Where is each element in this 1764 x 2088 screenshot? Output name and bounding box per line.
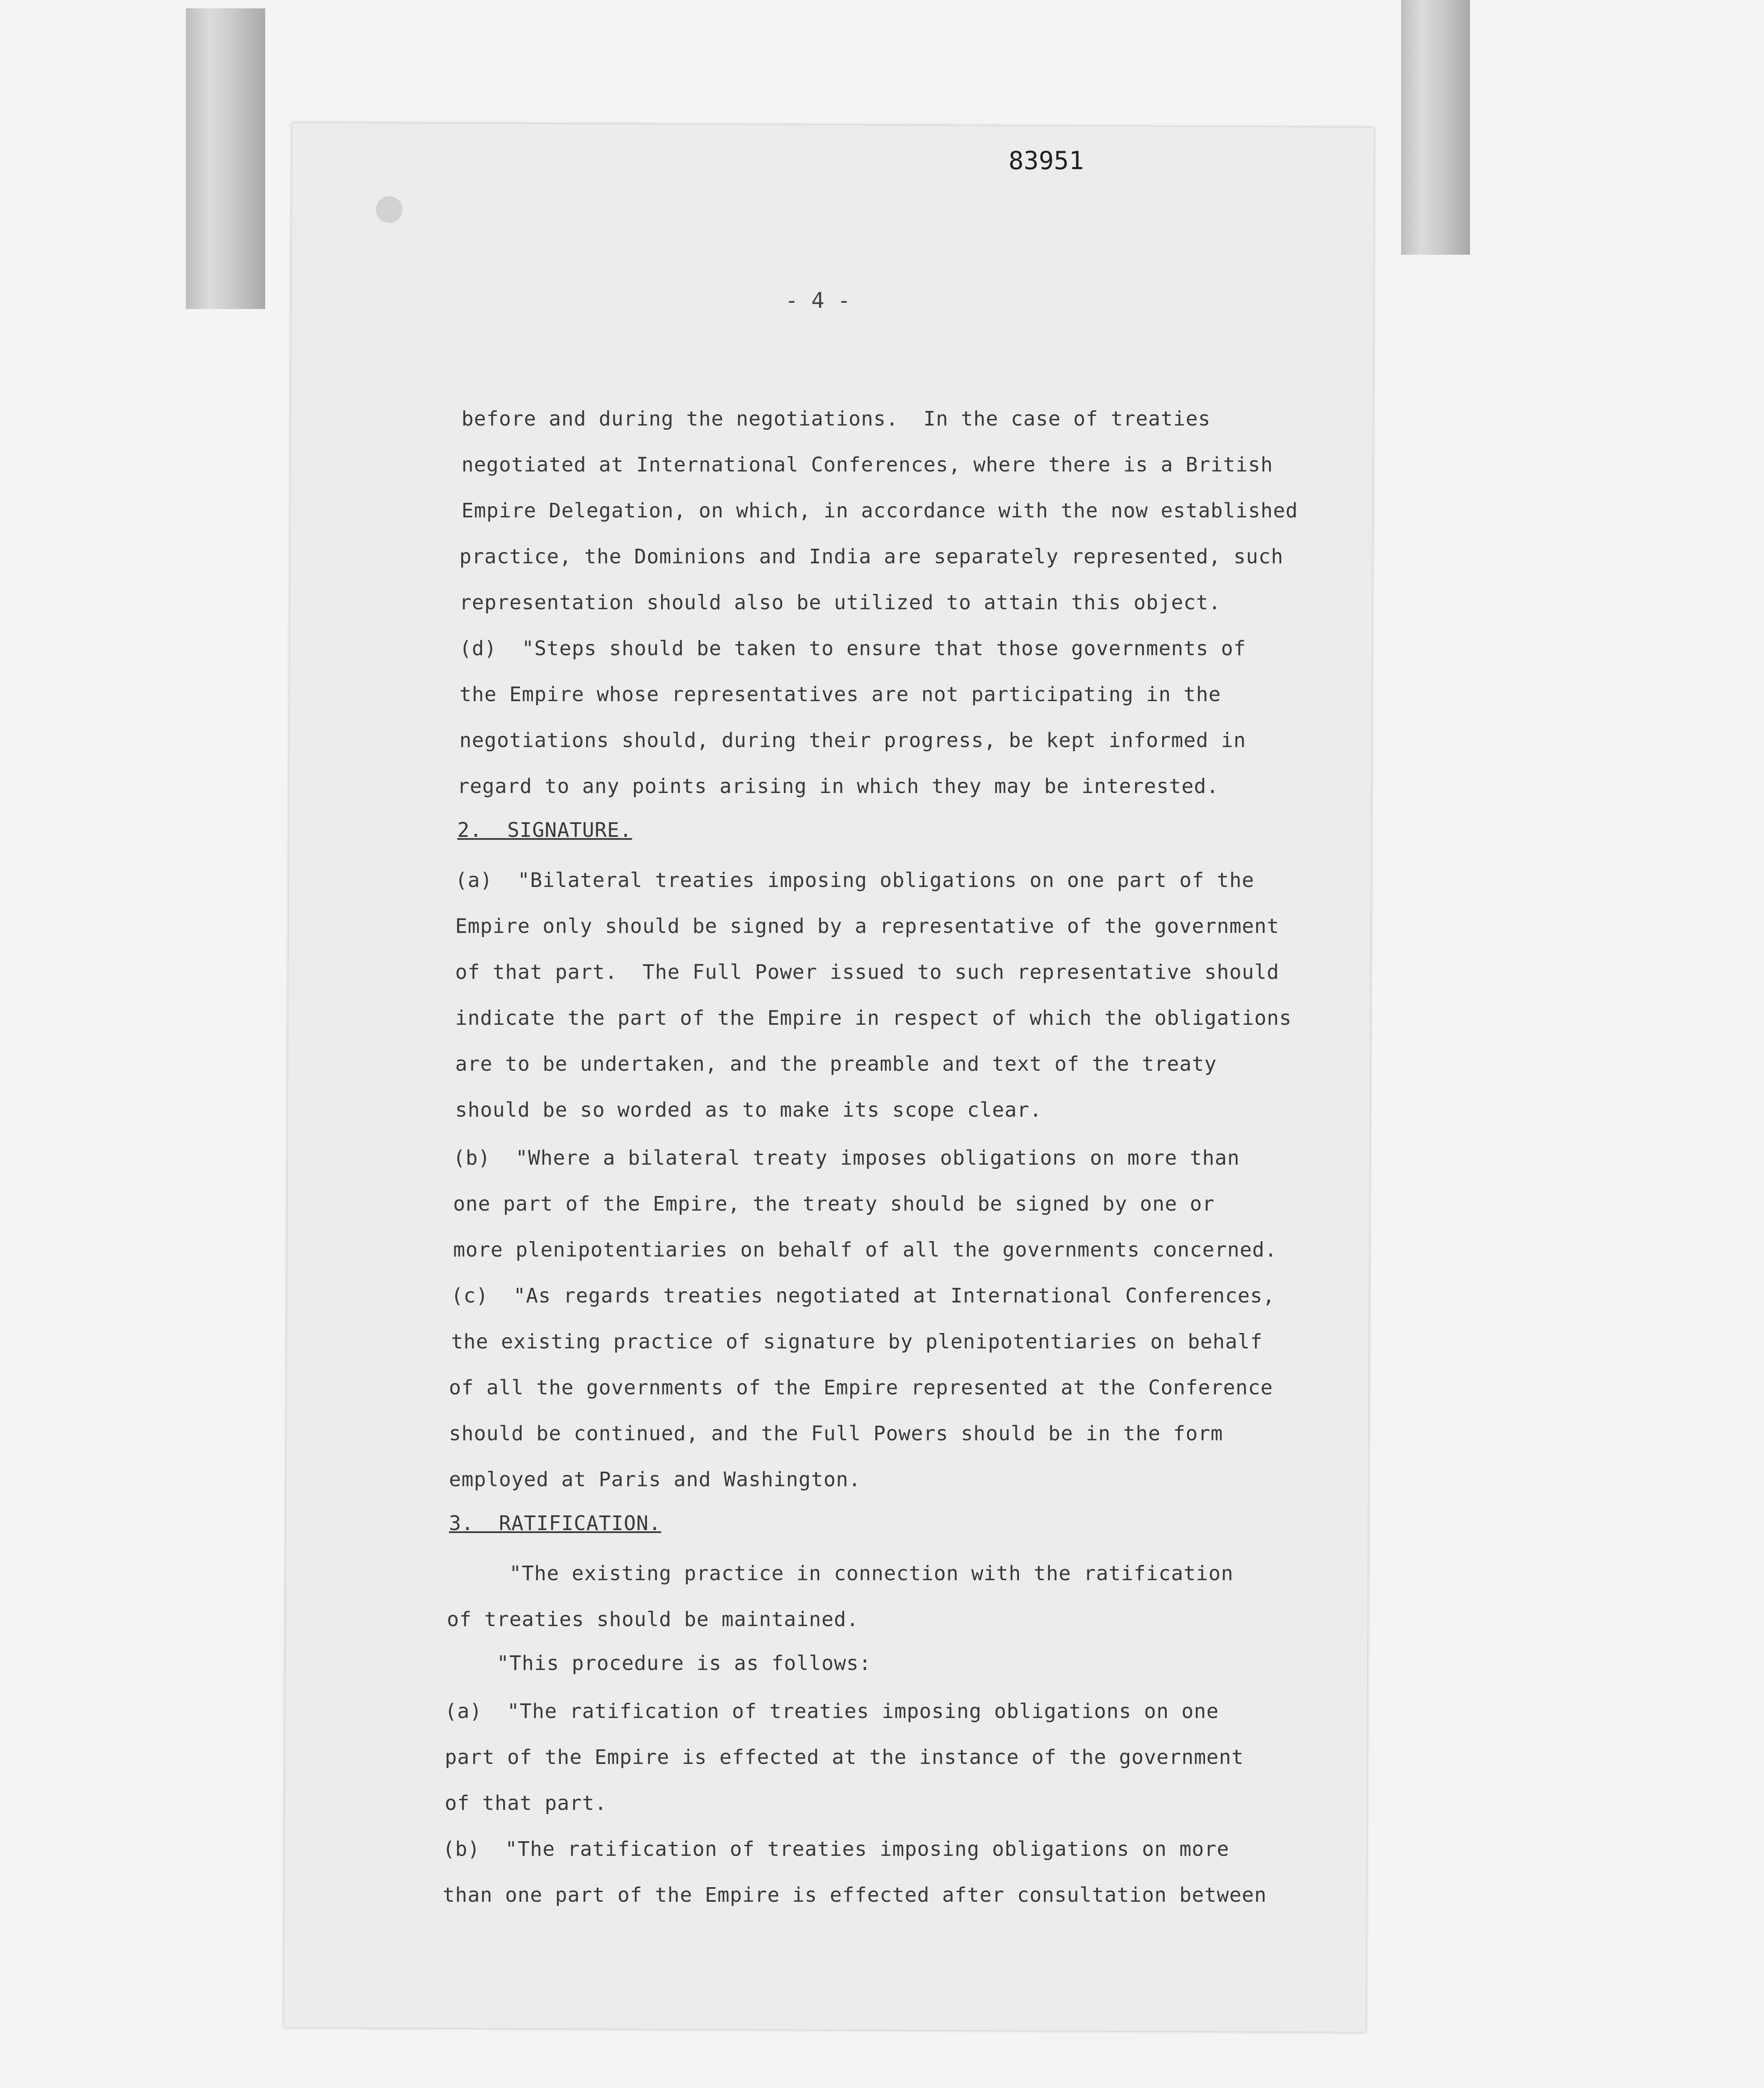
text-line: of all the governments of the Empire represented at the Conference <box>449 1376 1273 1399</box>
text-line: negotiated at International Conferences, where there is a British <box>461 453 1273 476</box>
text-line: more plenipotentiaries on behalf of all the governments concerned. <box>453 1238 1277 1262</box>
page-number: - 4 - <box>785 288 851 313</box>
text-line: part of the Empire is effected at the instance of the government <box>445 1746 1244 1769</box>
text-line: "This procedure is as follows: <box>447 1652 872 1675</box>
text-line: negotiations should, during their progress, be kept informed in <box>459 729 1246 752</box>
text-line: (d) "Steps should be taken to ensure that those governments of <box>459 637 1246 660</box>
text-line: of that part. The Full Power issued to such representative should <box>455 960 1280 984</box>
text-line: (b) "The ratification of treaties imposing obligations on more <box>443 1837 1229 1861</box>
text-line: (b) "Where a bilateral treaty imposes obligations on more than <box>453 1146 1240 1170</box>
text-line: Empire only should be signed by a representative of the government <box>455 915 1280 938</box>
section-heading-signature: 2. SIGNATURE. <box>457 818 632 842</box>
document-number: 83951 <box>1009 146 1084 175</box>
text-line: "The existing practice in connection with the ratification <box>447 1562 1234 1585</box>
text-line: than one part of the Empire is effected after consultation between <box>443 1883 1267 1907</box>
section-heading-ratification: 3. RATIFICATION. <box>449 1512 662 1535</box>
text-line: should be so worded as to make its scope clear. <box>455 1098 1042 1122</box>
text-line: of that part. <box>445 1792 607 1815</box>
text-line: before and during the negotiations. In the case of treaties <box>461 407 1211 431</box>
text-line: of treaties should be maintained. <box>447 1608 859 1631</box>
text-line: representation should also be utilized to attain this object. <box>459 591 1221 614</box>
text-line: one part of the Empire, the treaty should be signed by one or <box>453 1192 1215 1216</box>
text-line: regard to any points arising in which they may be interested. <box>457 775 1219 798</box>
text-line: (a) "Bilateral treaties imposing obligations on one part of the <box>455 869 1255 892</box>
text-line: employed at Paris and Washington. <box>449 1468 861 1491</box>
text-line: (a) "The ratification of treaties imposing obligations on one <box>445 1700 1219 1723</box>
text-line: Empire Delegation, on which, in accordance with the now established <box>461 499 1298 522</box>
text-line: (c) "As regards treaties negotiated at International Conferences, <box>451 1284 1275 1308</box>
text-line: indicate the part of the Empire in respect of which the obligations <box>455 1006 1292 1030</box>
text-line: should be continued, and the Full Powers should be in the form <box>449 1422 1223 1445</box>
text-line: the existing practice of signature by plenipotentiaries on behalf <box>451 1330 1263 1353</box>
text-line: the Empire whose representatives are not participating in the <box>459 683 1221 706</box>
text-line: are to be undertaken, and the preamble and text of the treaty <box>455 1052 1217 1076</box>
text-line: practice, the Dominions and India are separately represented, such <box>459 545 1284 568</box>
